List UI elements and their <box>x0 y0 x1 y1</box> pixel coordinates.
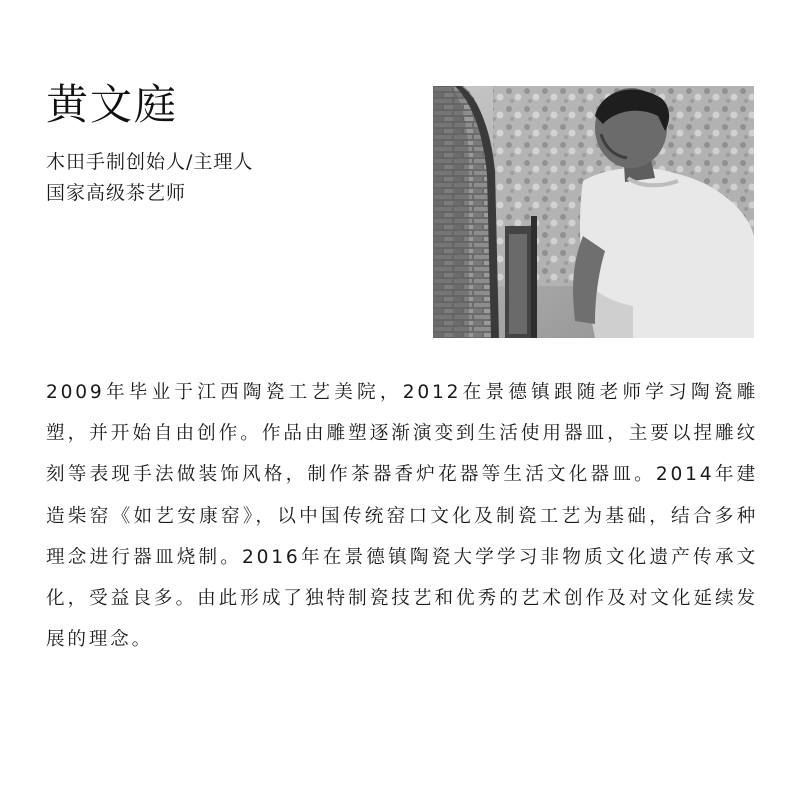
subtitle-tea-master: 国家高级茶艺师 <box>46 182 187 204</box>
person-name: 黄文庭 <box>46 80 179 129</box>
biography-text: 2009年毕业于江西陶瓷工艺美院，2012在景德镇跟随老师学习陶瓷雕塑，并开始自由创作。作品由雕塑逐渐演变到生活使用器皿，主要以捏雕纹刻等表现手法做装饰风格，制作茶器香炉花器等生活文化器皿。2014年建造柴窑《如艺安康窑》，以中国传统窑口文化及制瓷工艺为基础，结合多种理念进行器皿烧制。2016年在景德镇陶瓷大学学习非物质文化遗产传承文化，受益良多。由此形成了独特制瓷技艺和优秀的艺术创作及对文化延续发展的理念。 <box>46 382 758 651</box>
subtitle-founder: 木田手制创始人/主理人 <box>46 151 254 173</box>
portrait-photo <box>433 86 754 338</box>
